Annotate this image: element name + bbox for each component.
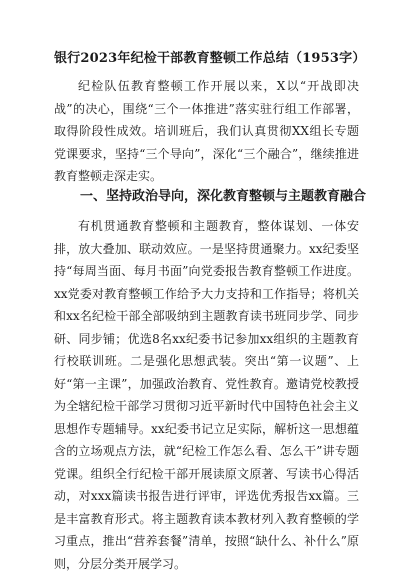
intro-paragraph: 纪检队伍教育整顿工作开展以来，X以“开战即决战”的决心，围绕“三个一体推进”落实驻行组工作部署，取得阶段性成效。培训班后，我们认真贯彻XX组长专题党课要求，坚持“三个导向”，深化“三个融合”，继续推进教育整顿走深走实。	[54, 79, 359, 183]
section-body-paragraph: 有机贯通教育整顿和主题教育，整体谋划、一体安排，放大叠加、联动效应。一是坚持贯通聚力。xx纪委坚持“每周当面、每月书面”向党委报告教育整顿工作进度。xx党委对教育整顿工作给予大力支持和工作指导；将机关和xx名纪检干部全部吸纳到主题教育读书班同步学、同步研、同步铺；优选8名xx纪委书记参加xx组织的主题教育行校联训班。二是强化思想武装。突出“第一议题”、上好“第一主课”，加强政治教育、党性教育。邀请党校教授为全辖纪检干部学习贯彻习近平新时代中国特色社会主义思想作专题辅导。xx纪委书记立足实际，解析这一思想蕴含的立场观点方法，就“纪检工作怎么看、怎么干”讲专题党课。组织全行纪检干部开展读原文原著、写读书心得活动，对xxx篇读书报告进行评审，评选优秀报告xx篇。三是丰富教育形式。将主题教育读本教材列入教育整顿的学习重点，推出“营养套餐”清单，按照“缺什么、补什么”原则，分层分类开展学习。	[54, 219, 359, 571]
section-heading: 一、坚持政治导向，深化教育整顿与主题教育融合	[80, 189, 367, 204]
document-title: 银行2023年纪检干部教育整顿工作总结（1953字）	[54, 51, 366, 66]
